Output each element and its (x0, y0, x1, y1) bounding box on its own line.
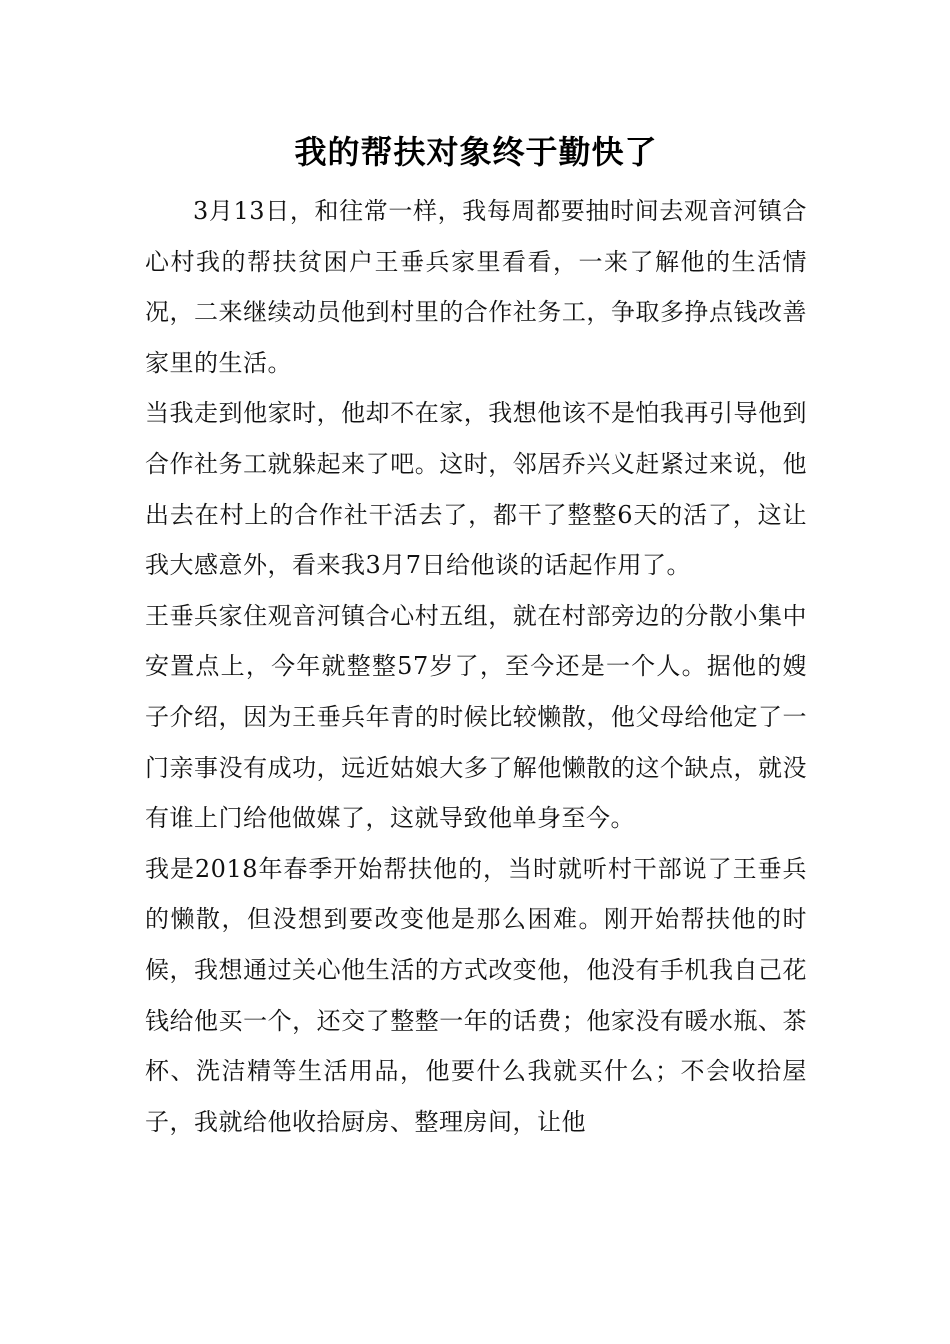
paragraph-3: 王垂兵家住观音河镇合心村五组，就在村部旁边的分散小集中安置点上，今年就整整57岁了，至今还是一个人。据他的嫂子介绍，因为王垂兵年青的时候比较懒散，他父母给他定了一门亲事没有成功，远近姑娘大多了解他懒散的这个缺点，就没有谁上门给他做媒了，这就导致他单身至今。 (145, 601, 807, 833)
paragraph-1: 3月13日，和往常一样，我每周都要抽时间去观音河镇合心村我的帮扶贫困户王垂兵家里看看，一来了解他的生活情况，二来继续动员他到村里的合作社务工，争取多挣点钱改善家里的生活。 (145, 197, 807, 377)
paragraph-4: 我是2018年春季开始帮扶他的，当时就听村干部说了王垂兵的懒散，但没想到要改变他是那么困难。刚开始帮扶他的时候，我想通过关心他生活的方式改变他，他没有手机我自己花钱给他买一个，还交了整整一年的话费；他家没有暖水瓶、茶杯、洗洁精等生活用品，他要什么我就买什么；不会收拾屋子，我就给他收拾厨房、整理房间，让他 (145, 854, 807, 1136)
document-title: 我的帮扶对象终于勤快了 (294, 133, 658, 171)
paragraph-2: 当我走到他家时，他却不在家，我想他该不是怕我再引导他到合作社务工就躲起来了吧。这时，邻居乔兴义赶紧过来说，他出去在村上的合作社干活去了，都干了整整6天的活了，这让我大感意外，看来我3月7日给他谈的话起作用了。 (145, 399, 807, 580)
document-page (145, 118, 807, 1147)
